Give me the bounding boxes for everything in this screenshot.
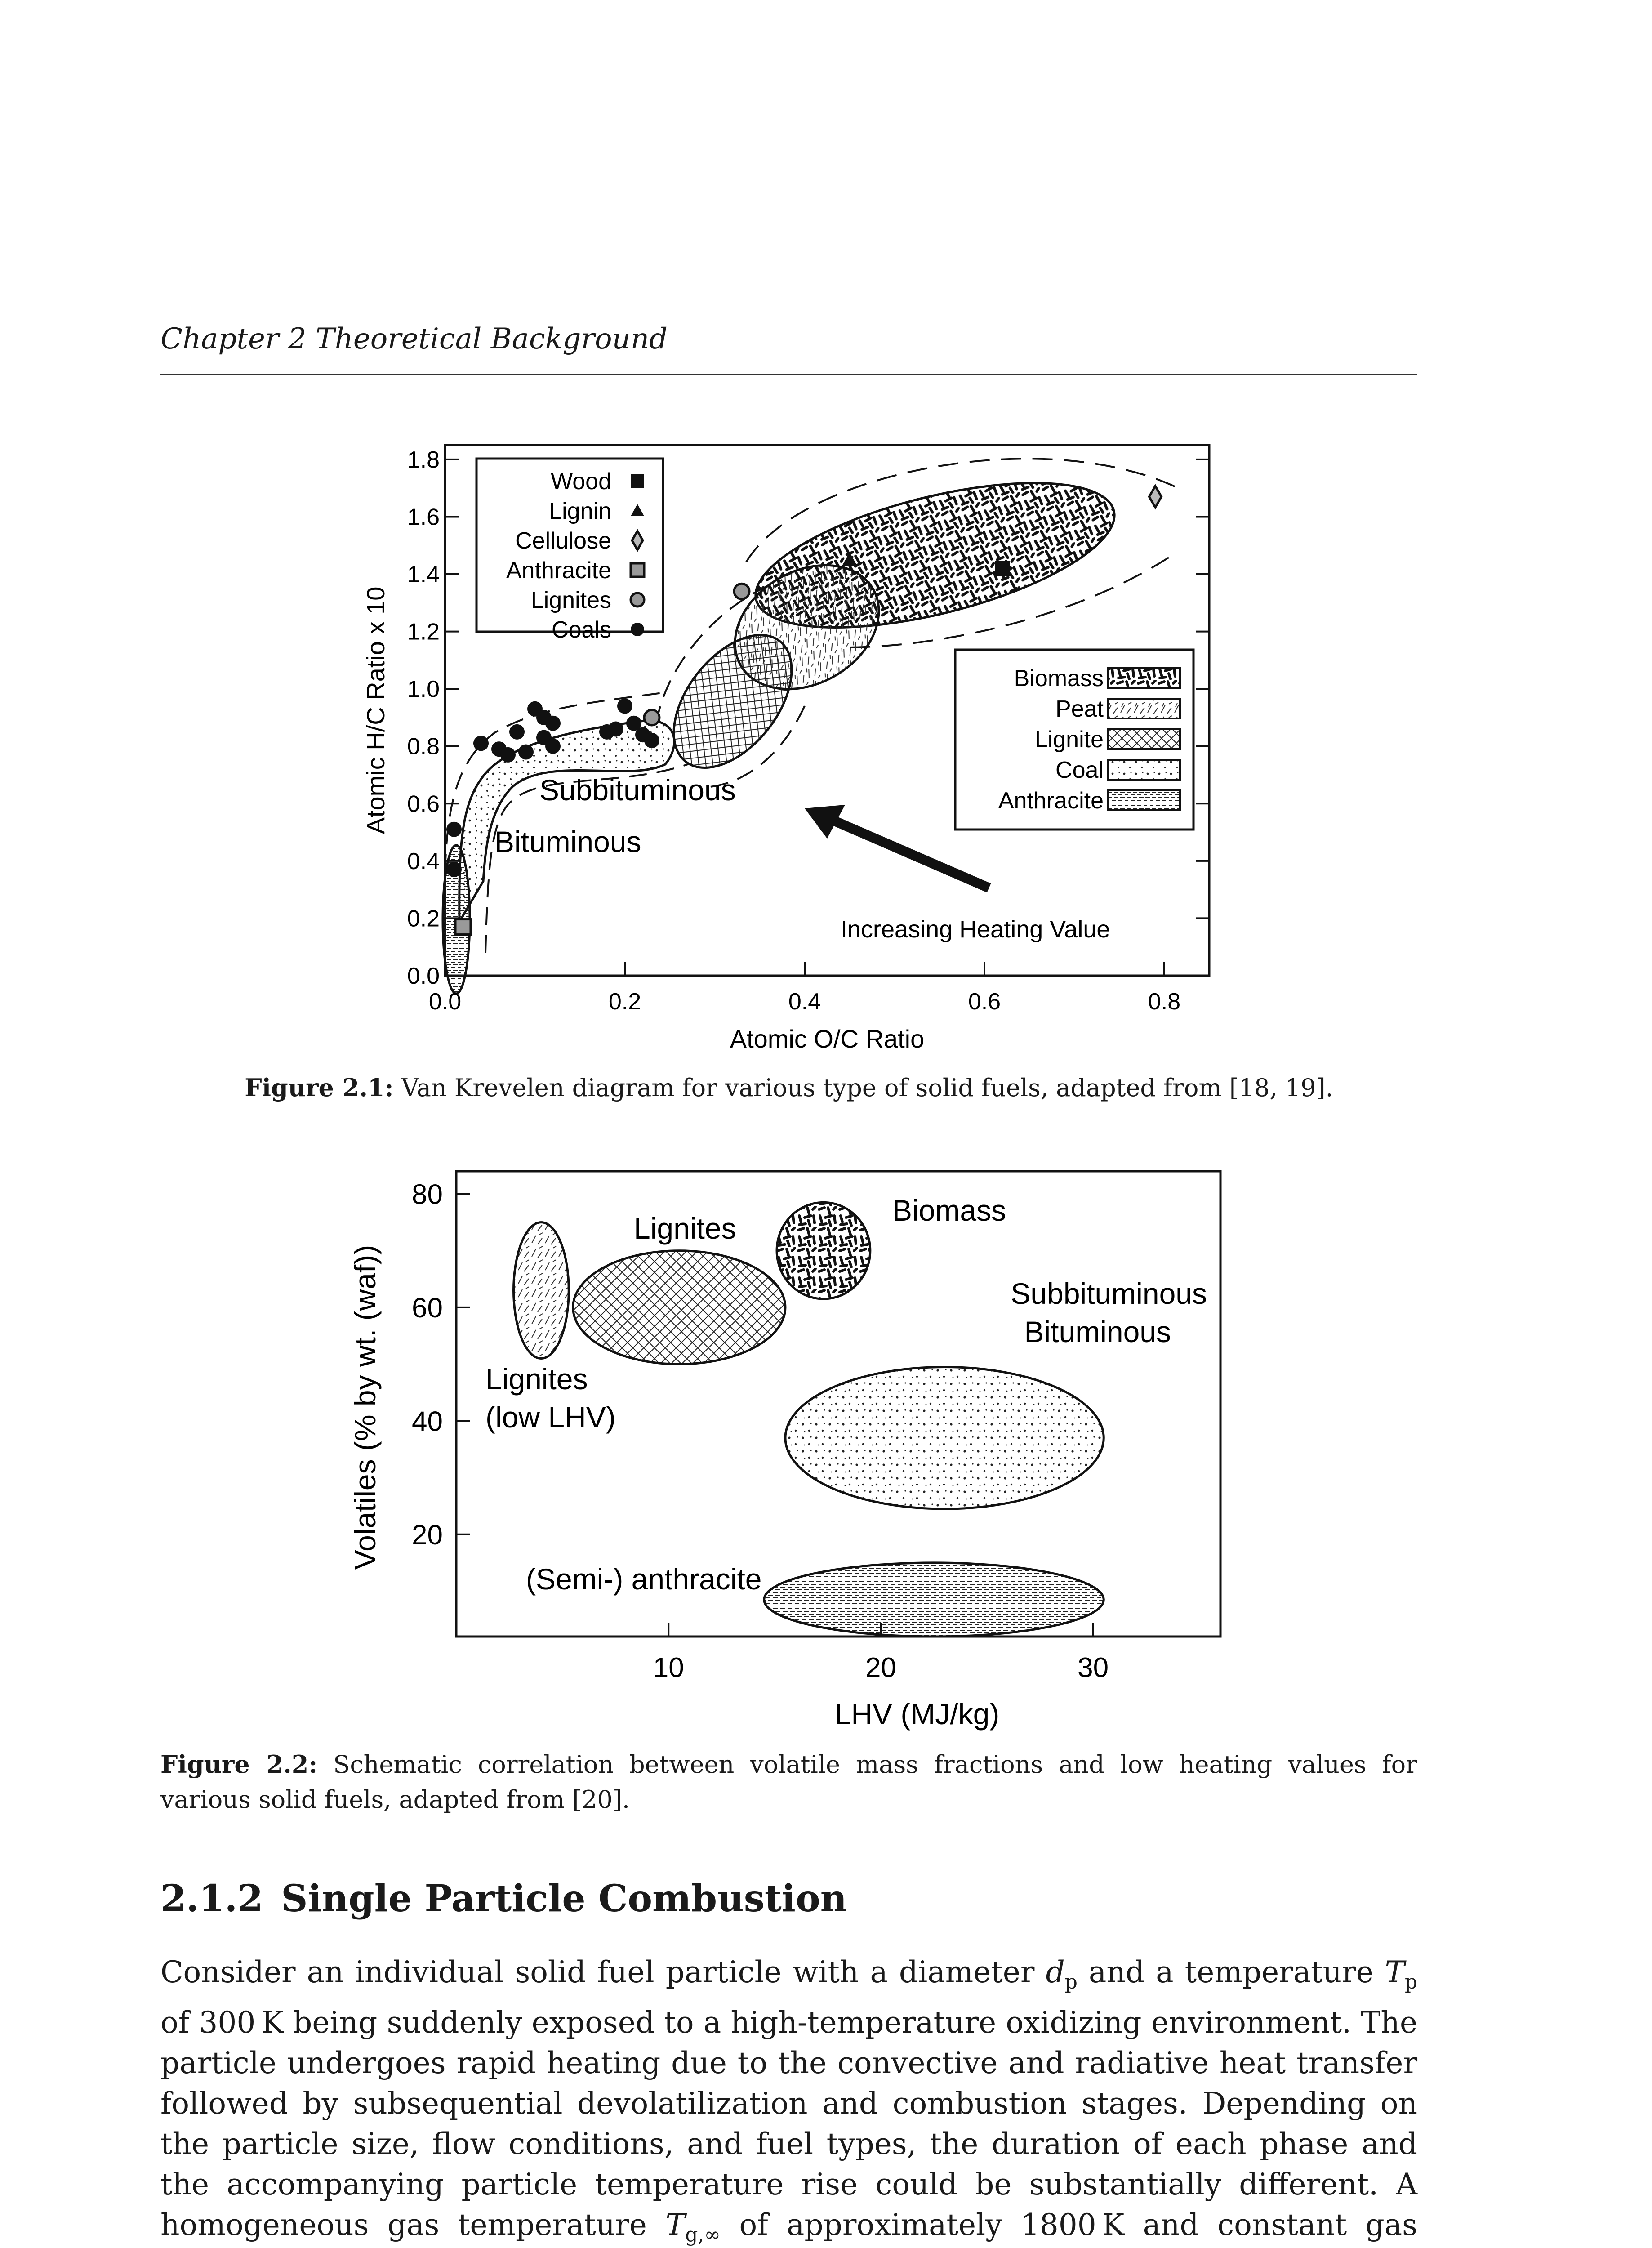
figure2-caption <box>160 1747 1417 1817</box>
paragraph-text-4: of approximately 1800 K and constant gas <box>739 2208 1417 2243</box>
y-tick-label: 1.2 <box>407 619 440 645</box>
region-legend-label-peat: Peat <box>1055 696 1104 722</box>
y-axis-ticks <box>412 1179 470 1550</box>
y-tick-label: 1.0 <box>407 676 440 703</box>
figure1-caption-label: Figure 2.1: <box>245 1073 394 1102</box>
point-coals <box>545 739 561 754</box>
symbol-tg-base: T <box>665 2208 686 2243</box>
section-title: Single Particle Combustion <box>281 1877 847 1920</box>
legend-marker-lignites <box>631 593 644 607</box>
region-legend-swatch-lignite <box>1108 729 1180 749</box>
paragraph-text-3: of 300 K being suddenly exposed to a high-temperature oxidizing environment. The particle undergoes rapid heating due to the convective and radiative heat transfer followed by subsequential devolatilization and combustion stages. Depending on the particle size, flow conditions, and fuel types, the duration of each phase and the accompanying particle temperature rise could be substantially different. A homogeneous gas temperature <box>160 2005 1417 2243</box>
y-tick-label: 1.6 <box>407 504 440 531</box>
x-tick-label: 0.4 <box>788 989 821 1015</box>
region-legend-swatch-coal <box>1108 760 1180 780</box>
point-lignites <box>734 584 749 599</box>
legend-label-wood: Wood <box>551 468 611 495</box>
figure2-caption-label: Figure 2.2: <box>160 1750 318 1779</box>
point-coals <box>644 733 659 748</box>
region-legend-label-coal: Coal <box>1055 757 1104 783</box>
point-coals <box>518 744 534 759</box>
point-lignites <box>644 710 659 725</box>
symbol-tg-sub: g,∞ <box>685 2223 721 2247</box>
region-subbituminous-bituminous <box>785 1367 1104 1509</box>
label-lignites: Lignites <box>634 1212 736 1245</box>
y-tick-label: 1.4 <box>407 562 440 588</box>
body-paragraph <box>160 1952 1417 2248</box>
point-coals <box>446 822 462 837</box>
region-legend-label-biomass: Biomass <box>1014 665 1104 691</box>
point-coals <box>509 724 525 740</box>
y-tick-label: 80 <box>412 1179 443 1210</box>
region-lignites-low-lhv <box>514 1222 569 1359</box>
y-tick-label: 0.6 <box>407 791 440 817</box>
x-tick-label: 30 <box>1078 1652 1109 1683</box>
figure1-caption <box>160 1070 1417 1106</box>
legend-marker-anthracite <box>631 563 644 577</box>
region-biomass <box>777 1202 870 1299</box>
point-coals <box>545 716 561 731</box>
label-subbituminous: Subbituminous <box>1011 1277 1207 1310</box>
marker-legend <box>476 459 663 643</box>
van-krevelen-diagram <box>351 432 1277 1070</box>
y-axis-label: Volatiles (% by wt. (waf)) <box>348 1244 382 1570</box>
section-number: 2.1.2 <box>160 1877 263 1920</box>
figure2-caption-text: Schematic correlation between volatile mass fractions and low heating values for various solid fuels, adapted from [20]. <box>160 1750 1417 1814</box>
y-tick-label: 20 <box>412 1519 443 1551</box>
x-tick-label: 0.8 <box>1148 989 1181 1015</box>
symbol-tg <box>665 2208 685 2242</box>
y-tick-label: 60 <box>412 1292 443 1324</box>
legend-label-cellulose: Cellulose <box>515 528 611 554</box>
symbol-dp <box>1046 1955 1064 1989</box>
point-cellulose <box>1149 486 1161 508</box>
x-axis-ticks <box>653 1623 1109 1683</box>
x-axis-label: Atomic O/C Ratio <box>730 1025 925 1053</box>
x-tick-label: 0.6 <box>968 989 1001 1015</box>
paragraph-text-2: and a temperature <box>1077 1955 1385 1989</box>
x-axis-ticks <box>429 962 1180 1015</box>
volatiles-lhv-chart <box>342 1164 1277 1753</box>
x-tick-label: 10 <box>653 1652 684 1683</box>
legend-marker-coals <box>631 623 644 636</box>
legend-label-anthracite: Anthracite <box>506 558 611 584</box>
point-coals <box>473 736 489 751</box>
region-legend <box>955 650 1193 830</box>
region-legend-swatch-peat <box>1108 699 1180 718</box>
symbol-tp-sub: p <box>1404 1971 1417 1994</box>
region-legend-label-anthracite: Anthracite <box>998 788 1104 814</box>
label-anthracite: (Semi-) anthracite <box>526 1562 762 1596</box>
y-tick-label: 0.0 <box>407 963 440 989</box>
point-coals <box>446 862 462 877</box>
x-tick-label: 0.0 <box>428 989 462 1015</box>
y-tick-label: 40 <box>412 1406 443 1437</box>
region-semi-anthracite <box>764 1563 1104 1637</box>
region-lignites <box>573 1251 785 1364</box>
annotation-bituminous: Bituminous <box>494 825 641 858</box>
legend-marker-wood <box>631 474 644 488</box>
label-lignites-low-1: Lignites <box>485 1362 588 1396</box>
y-tick-label: 0.4 <box>407 848 440 874</box>
label-lignites-low-2: (low LHV) <box>485 1401 616 1434</box>
annotation-subbituminous: Subbituminous <box>539 773 736 807</box>
x-tick-label: 20 <box>865 1652 896 1683</box>
label-biomass: Biomass <box>892 1194 1006 1227</box>
region-legend-label-lignite: Lignite <box>1034 727 1104 753</box>
symbol-dp-base: d <box>1046 1955 1065 1989</box>
y-tick-label: 0.2 <box>407 905 440 932</box>
point-coals <box>500 747 516 763</box>
paragraph-text-1: Consider an individual solid fuel particle with a diameter <box>160 1955 1046 1989</box>
running-header: Chapter 2 Theoretical Background <box>160 322 668 356</box>
y-tick-label: 0.8 <box>407 733 440 760</box>
point-anthracite <box>455 919 471 935</box>
annotation-heating-value: Increasing Heating Value <box>841 916 1110 943</box>
legend-label-lignin: Lignin <box>549 498 611 524</box>
y-tick-label: 1.8 <box>407 446 440 473</box>
point-wood <box>995 561 1010 576</box>
section-heading <box>160 1877 865 1920</box>
symbol-tp-base: T <box>1385 1955 1405 1989</box>
point-coals <box>608 721 623 736</box>
region-legend-swatch-anthracite <box>1108 790 1180 810</box>
figure1-caption-text: Van Krevelen diagram for various type of solid fuels, adapted from [18, 19]. <box>393 1074 1333 1102</box>
symbol-dp-sub: p <box>1064 1971 1078 1994</box>
label-bituminous: Bituminous <box>1024 1315 1171 1348</box>
legend-label-lignites: Lignites <box>530 587 611 613</box>
header-rule <box>160 374 1417 375</box>
region-legend-swatch-biomass <box>1108 668 1180 688</box>
x-axis-label: LHV (MJ/kg) <box>834 1697 1000 1731</box>
legend-label-coals: Coals <box>552 617 611 643</box>
y-axis-label: Atomic H/C Ratio x 10 <box>361 586 390 834</box>
symbol-tp <box>1385 1955 1405 1989</box>
x-tick-label: 0.2 <box>608 989 641 1015</box>
point-coals <box>617 698 632 714</box>
